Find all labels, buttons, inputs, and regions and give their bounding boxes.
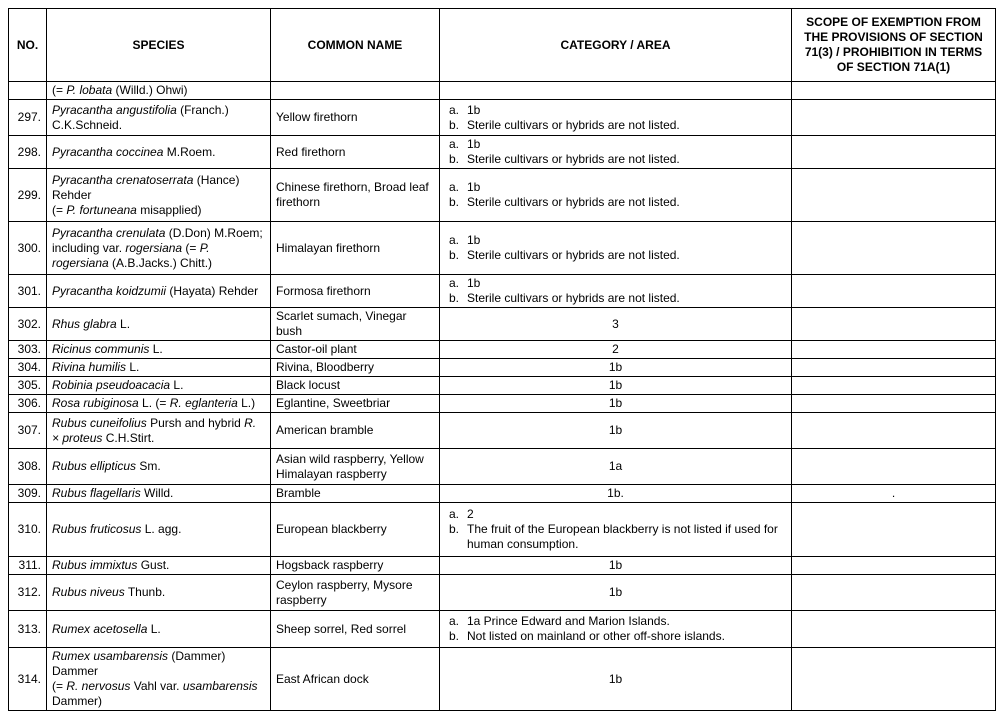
scope-of-exemption — [792, 557, 996, 575]
category-area — [440, 503, 792, 557]
header-row — [9, 9, 996, 82]
row-number: 309. — [9, 485, 47, 503]
scope-of-exemption — [792, 308, 996, 341]
header-common-name: COMMON NAME — [271, 9, 440, 82]
species-name: Rubus cuneifolius Pursh and hybrid R. × proteus C.H.Stirt. — [47, 413, 271, 449]
table-row — [9, 222, 996, 275]
table-row — [9, 275, 996, 308]
scope-of-exemption — [792, 359, 996, 377]
row-number: 300. — [9, 222, 47, 275]
species-table — [8, 8, 996, 711]
category-list-item — [445, 614, 786, 629]
row-number: 305. — [9, 377, 47, 395]
list-marker: a. — [449, 180, 460, 194]
list-text: 1b — [467, 276, 481, 290]
category-list-item — [445, 103, 786, 118]
scope-of-exemption — [792, 611, 996, 648]
scope-of-exemption — [792, 413, 996, 449]
row-number: 301. — [9, 275, 47, 308]
species-italic: Rumex usambarensis — [52, 649, 169, 663]
category-list-item — [445, 248, 786, 263]
scope-of-exemption — [792, 648, 996, 711]
list-text: 1b — [467, 180, 481, 194]
common-name: Scarlet sumach, Vinegar bush — [271, 308, 440, 341]
list-text: Sterile cultivars or hybrids are not listed. — [467, 117, 680, 132]
row-number: 304. — [9, 359, 47, 377]
species-name: Pyracantha koidzumii (Hayata) Rehder — [47, 275, 271, 308]
scope-of-exemption — [792, 222, 996, 275]
species-italic: Pyracantha koidzumii — [52, 283, 167, 298]
header-no: NO. — [9, 9, 47, 82]
species-italic: Rosa rubiginosa — [52, 396, 139, 410]
list-text: Sterile cultivars or hybrids are not listed. — [467, 152, 680, 166]
species-italic: Rubus niveus — [52, 585, 125, 599]
table-row — [9, 413, 996, 449]
category-area: 1b — [440, 413, 792, 449]
row-number: 298. — [9, 136, 47, 169]
common-name: Asian wild raspberry, Yellow Himalayan raspberry — [271, 449, 440, 485]
scope-of-exemption — [792, 275, 996, 308]
common-name: Ceylon raspberry, Mysore raspberry — [271, 575, 440, 611]
category-list-item — [445, 522, 786, 552]
table-row — [9, 82, 996, 100]
table-row — [9, 503, 996, 557]
species-name: Rumex acetosella L. — [47, 611, 271, 648]
category-area — [440, 100, 792, 136]
row-number: 308. — [9, 449, 47, 485]
category-area: 1b — [440, 359, 792, 377]
species-name: Rhus glabra L. — [47, 308, 271, 341]
row-number: 297. — [9, 100, 47, 136]
species-italic: Rubus ellipticus — [52, 459, 137, 473]
species-italic: Rubus flagellaris — [52, 486, 141, 500]
species-italic: Pyracantha crenulata — [52, 225, 166, 240]
scope-of-exemption — [792, 449, 996, 485]
list-marker: a. — [449, 507, 460, 521]
list-text: The fruit of the European blackberry is not listed if used for human consumption. — [467, 522, 778, 551]
category-list-item — [445, 195, 786, 210]
species-name: Rubus niveus Thunb. — [47, 575, 271, 611]
species-italic: P. lobata — [66, 83, 113, 97]
table-row — [9, 449, 996, 485]
row-number — [9, 82, 47, 100]
list-text: 1b — [467, 233, 481, 247]
list-text: 1b — [467, 102, 481, 117]
species-italic: Rivina humilis — [52, 360, 127, 374]
header-species: SPECIES — [47, 9, 271, 82]
category-list-item — [445, 233, 786, 248]
common-name: East African dock — [271, 648, 440, 711]
list-marker: a. — [449, 102, 460, 117]
scope-of-exemption — [792, 395, 996, 413]
list-marker: b. — [449, 117, 460, 132]
species-italic: Rhus glabra — [52, 316, 117, 331]
scope-of-exemption — [792, 575, 996, 611]
species-italic: rogersiana — [125, 240, 183, 255]
species-name: Rubus flagellaris Willd. — [47, 485, 271, 503]
list-marker: a. — [449, 614, 460, 628]
species-name: Rubus fruticosus L. agg. — [47, 503, 271, 557]
list-marker: b. — [449, 629, 460, 643]
species-italic: R. nervosus — [66, 679, 131, 693]
category-area: 1b — [440, 575, 792, 611]
species-name: Rubus ellipticus Sm. — [47, 449, 271, 485]
category-list-item — [445, 180, 786, 195]
species-italic: Pyracantha coccinea — [52, 144, 164, 159]
row-number: 313. — [9, 611, 47, 648]
table-row — [9, 611, 996, 648]
common-name: Himalayan firethorn — [271, 222, 440, 275]
common-name — [271, 82, 440, 100]
species-italic: Rumex acetosella — [52, 621, 148, 636]
species-italic: Robinia pseudoacacia — [52, 378, 171, 392]
category-area — [440, 275, 792, 308]
list-text: 1b — [467, 137, 481, 151]
list-marker: b. — [449, 291, 460, 305]
common-name: Hogsback raspberry — [271, 557, 440, 575]
list-marker: a. — [449, 233, 460, 247]
header-scope: SCOPE OF EXEMPTION FROM THE PROVISIONS OF SECTION 71(3) / PROHIBITION IN TERMS OF SECTION 71A(1) — [792, 9, 996, 82]
row-number: 303. — [9, 341, 47, 359]
list-marker: a. — [449, 276, 460, 290]
species-name: Rubus immixtus Gust. — [47, 557, 271, 575]
row-number: 311. — [9, 557, 47, 575]
list-text: 1a Prince Edward and Marion Islands. — [467, 614, 670, 628]
table-row — [9, 557, 996, 575]
species-italic: R. × proteus — [52, 415, 257, 445]
species-name: Rosa rubiginosa L. (= R. eglanteria L.) — [47, 395, 271, 413]
list-text: Not listed on mainland or other off-shore islands. — [467, 629, 725, 643]
common-name: American bramble — [271, 413, 440, 449]
scope-of-exemption: . — [792, 485, 996, 503]
species-italic: Pyracantha crenatoserrata — [52, 172, 194, 187]
row-number: 306. — [9, 395, 47, 413]
species-name: Robinia pseudoacacia L. — [47, 377, 271, 395]
scope-of-exemption — [792, 136, 996, 169]
table-row — [9, 100, 996, 136]
row-number: 302. — [9, 308, 47, 341]
category-area: 1b — [440, 377, 792, 395]
species-italic: Rubus immixtus — [52, 558, 138, 572]
category-list-item — [445, 291, 786, 306]
table-row — [9, 359, 996, 377]
species-italic: usambarensis — [182, 679, 258, 693]
common-name: Yellow firethorn — [271, 100, 440, 136]
row-number: 299. — [9, 169, 47, 222]
list-text: Sterile cultivars or hybrids are not listed. — [467, 195, 680, 209]
species-name: (= P. lobata (Willd.) Ohwi) — [47, 82, 271, 100]
list-marker: b. — [449, 248, 460, 262]
species-italic: P. fortuneana — [66, 202, 137, 217]
category-list-item — [445, 276, 786, 291]
table-row — [9, 485, 996, 503]
category-area: 1b — [440, 395, 792, 413]
scope-of-exemption — [792, 169, 996, 222]
category-area: 1b — [440, 557, 792, 575]
table-row — [9, 575, 996, 611]
scope-of-exemption — [792, 377, 996, 395]
species-name: Pyracantha crenulata (D.Don) M.Roem; including var. rogersiana (= P. rogersiana (A.B.Jacks.) Chitt.) — [47, 222, 271, 275]
list-marker: a. — [449, 137, 460, 151]
row-number: 312. — [9, 575, 47, 611]
species-name: Ricinus communis L. — [47, 341, 271, 359]
table-row — [9, 377, 996, 395]
category-area: 2 — [440, 341, 792, 359]
category-area: 1b. — [440, 485, 792, 503]
species-italic: Pyracantha angustifolia — [52, 102, 177, 117]
common-name: Chinese firethorn, Broad leaf firethorn — [271, 169, 440, 222]
species-italic: Ricinus communis — [52, 342, 150, 356]
species-name: Rivina humilis L. — [47, 359, 271, 377]
category-list-item — [445, 137, 786, 152]
species-italic: P. rogersiana — [52, 240, 210, 270]
category-area: 1a — [440, 449, 792, 485]
species-italic: Rubus fruticosus — [52, 522, 142, 536]
category-area — [440, 222, 792, 275]
species-name: Pyracantha angustifolia (Franch.) C.K.Schneid. — [47, 100, 271, 136]
table-row — [9, 395, 996, 413]
list-marker: b. — [449, 152, 460, 166]
common-name: European blackberry — [271, 503, 440, 557]
species-name: Pyracantha coccinea M.Roem. — [47, 136, 271, 169]
common-name: Formosa firethorn — [271, 275, 440, 308]
category-list-item — [445, 118, 786, 133]
table-body — [9, 82, 996, 711]
category-area — [440, 169, 792, 222]
table-row — [9, 308, 996, 341]
table-row — [9, 648, 996, 711]
scope-of-exemption — [792, 341, 996, 359]
category-list-item — [445, 507, 786, 522]
table-row — [9, 341, 996, 359]
list-text: Sterile cultivars or hybrids are not listed. — [467, 291, 680, 305]
common-name: Bramble — [271, 485, 440, 503]
table-row — [9, 136, 996, 169]
row-number: 314. — [9, 648, 47, 711]
list-marker: b. — [449, 195, 460, 209]
species-italic: Rubus cuneifolius — [52, 415, 147, 430]
table-row — [9, 169, 996, 222]
row-number: 310. — [9, 503, 47, 557]
common-name: Sheep sorrel, Red sorrel — [271, 611, 440, 648]
common-name: Black locust — [271, 377, 440, 395]
scope-of-exemption — [792, 100, 996, 136]
row-number: 307. — [9, 413, 47, 449]
category-area — [440, 136, 792, 169]
category-list-item — [445, 152, 786, 167]
common-name: Eglantine, Sweetbriar — [271, 395, 440, 413]
list-text: 2 — [467, 507, 474, 521]
category-area — [440, 82, 792, 100]
species-name: Pyracantha crenatoserrata (Hance) Rehder (= P. fortuneana misapplied) — [47, 169, 271, 222]
common-name: Rivina, Bloodberry — [271, 359, 440, 377]
species-italic: R. eglanteria — [169, 396, 238, 410]
common-name: Red firethorn — [271, 136, 440, 169]
category-area: 3 — [440, 308, 792, 341]
scope-of-exemption — [792, 503, 996, 557]
scope-of-exemption — [792, 82, 996, 100]
category-area: 1b — [440, 648, 792, 711]
header-category-area: CATEGORY / AREA — [440, 9, 792, 82]
species-name: Rumex usambarensis (Dammer) Dammer (= R. nervosus Vahl var. usambarensis Dammer) — [47, 648, 271, 711]
list-marker: b. — [449, 522, 460, 536]
category-list-item — [445, 629, 786, 644]
category-area — [440, 611, 792, 648]
common-name: Castor-oil plant — [271, 341, 440, 359]
list-text: Sterile cultivars or hybrids are not listed. — [467, 248, 680, 262]
